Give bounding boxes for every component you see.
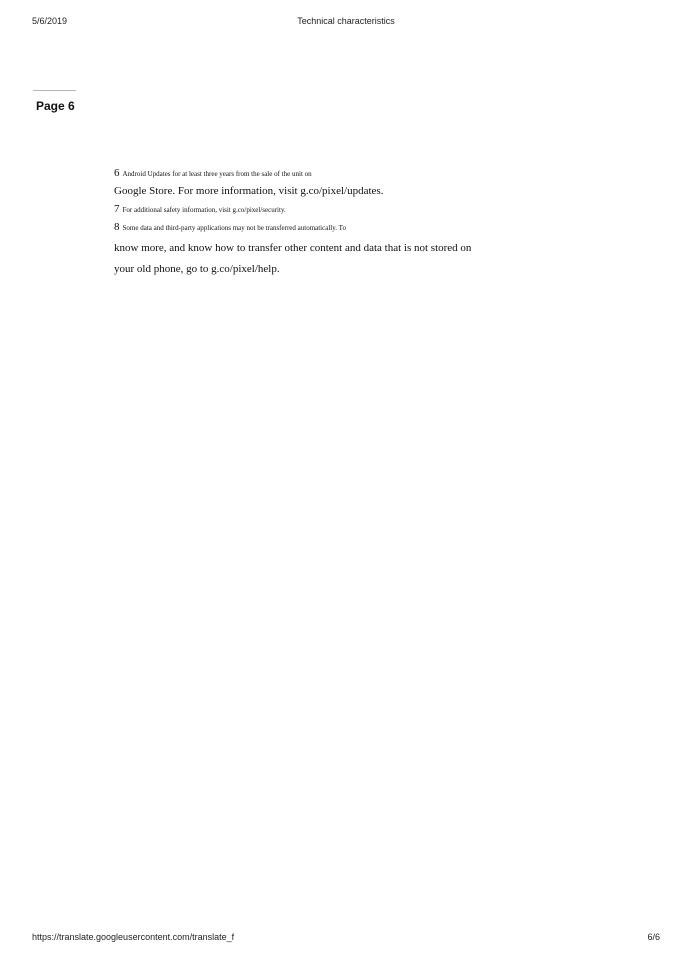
- footnote-line: [114, 218, 534, 238]
- footnotes-block: [114, 164, 534, 280]
- page-label: Page 6: [36, 99, 75, 113]
- source-url: https://translate.googleusercontent.com/translate_f: [32, 932, 235, 942]
- print-footer: [32, 932, 660, 944]
- footnote-text: Google Store. For more information, visit g.co/pixel/updates.: [114, 185, 384, 197]
- print-header: [32, 16, 660, 28]
- print-date: 5/6/2019: [32, 16, 68, 26]
- footnote-line: [114, 259, 534, 280]
- footnote-text: Some data and third-party applications may not be transferred automatically. To: [122, 224, 346, 232]
- page-divider: [33, 90, 76, 91]
- footnote-line: [114, 238, 534, 259]
- footnote-text: your old phone, go to g.co/pixel/help.: [114, 263, 280, 275]
- footnote-line: [114, 182, 534, 200]
- document-title: Technical characteristics: [297, 16, 395, 26]
- footnote-text: Android Updates for at least three years from the sale of the unit on: [122, 170, 312, 178]
- page-counter: 6/6: [647, 932, 660, 942]
- footnote-number: 6: [114, 167, 120, 179]
- footnote-number: 7: [114, 203, 120, 215]
- footnote-line: [114, 200, 534, 218]
- footnote-line: [114, 164, 534, 182]
- footnote-text: know more, and know how to transfer other content and data that is not stored on: [114, 242, 472, 254]
- footnote-text: For additional safety information, visit g.co/pixel/security.: [122, 206, 286, 214]
- footnote-number: 8: [114, 221, 120, 233]
